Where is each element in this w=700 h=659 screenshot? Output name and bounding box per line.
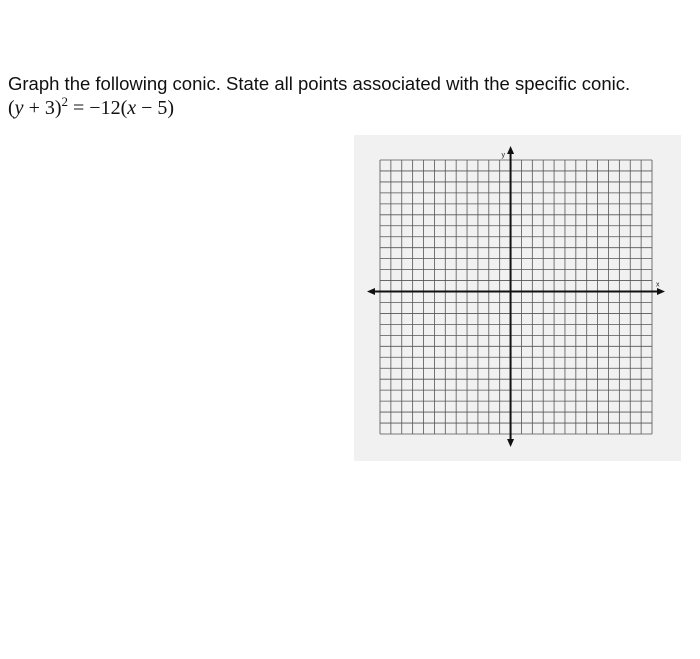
graph-panel <box>354 135 681 461</box>
y-axis-arrow-down <box>507 439 514 447</box>
axes <box>367 146 665 447</box>
eq-open: ( <box>8 97 15 119</box>
eq-var-y: y <box>14 97 24 119</box>
eq-plus: + 3) <box>23 97 62 119</box>
eq-var-x: x <box>127 97 137 119</box>
eq-close: − 5) <box>136 97 175 119</box>
y-axis-label: y <box>501 152 506 159</box>
y-axis-arrow-up <box>507 146 514 154</box>
x-axis-arrow-right <box>657 288 665 295</box>
grid-lines <box>380 160 652 434</box>
x-axis-arrow-left <box>367 288 375 295</box>
x-axis-label: x <box>656 281 660 289</box>
eq-mid: = −12( <box>68 97 128 119</box>
conic-equation <box>8 94 175 120</box>
coordinate-grid <box>354 135 681 461</box>
question-prompt: Graph the following conic. State all points associated with the specific conic. <box>8 73 631 94</box>
eq-exponent: 2 <box>61 94 69 109</box>
